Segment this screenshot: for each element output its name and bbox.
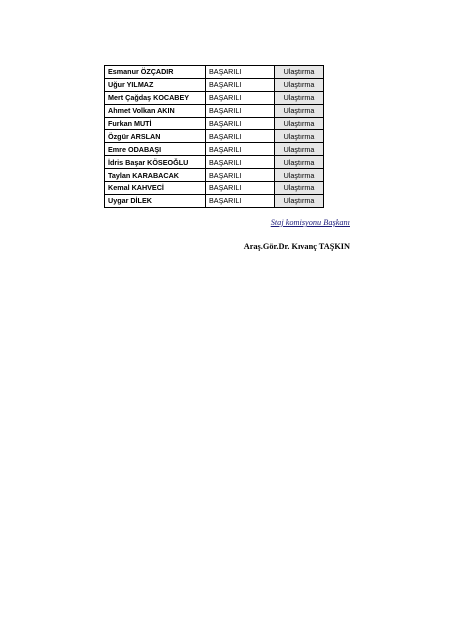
result-status: BAŞARILI — [206, 78, 275, 91]
department-cell: Ulaştırma — [275, 130, 324, 143]
table-row — [105, 91, 324, 104]
table-row — [105, 194, 324, 207]
table-row — [105, 156, 324, 169]
table-row — [105, 66, 324, 79]
results-table-body — [105, 66, 324, 208]
result-status: BAŞARILI — [206, 169, 275, 182]
student-name: Ahmet Volkan AKIN — [105, 104, 206, 117]
signature-title: Staj komisyonu Başkanı — [270, 218, 350, 227]
result-status: BAŞARILI — [206, 182, 275, 195]
student-name: Uygar DİLEK — [105, 194, 206, 207]
student-name: Taylan KARABACAK — [105, 169, 206, 182]
student-name: Özgür ARSLAN — [105, 130, 206, 143]
department-cell: Ulaştırma — [275, 91, 324, 104]
result-status: BAŞARILI — [206, 117, 275, 130]
department-cell: Ulaştırma — [275, 169, 324, 182]
table-row — [105, 117, 324, 130]
department-cell: Ulaştırma — [275, 143, 324, 156]
student-name: Uğur YILMAZ — [105, 78, 206, 91]
student-name: Furkan MUTİ — [105, 117, 206, 130]
student-name: Kemal KAHVECİ — [105, 182, 206, 195]
result-status: BAŞARILI — [206, 156, 275, 169]
student-name: Mert Çağdaş KOCABEY — [105, 91, 206, 104]
department-cell: Ulaştırma — [275, 78, 324, 91]
student-name: İdris Başar KÖSEOĞLU — [105, 156, 206, 169]
table-row — [105, 143, 324, 156]
table-row — [105, 104, 324, 117]
table-row — [105, 78, 324, 91]
department-cell: Ulaştırma — [275, 156, 324, 169]
table-row — [105, 130, 324, 143]
result-status: BAŞARILI — [206, 66, 275, 79]
department-cell: Ulaştırma — [275, 194, 324, 207]
department-cell: Ulaştırma — [275, 66, 324, 79]
result-status: BAŞARILI — [206, 143, 275, 156]
department-cell: Ulaştırma — [275, 182, 324, 195]
table-row — [105, 169, 324, 182]
result-status: BAŞARILI — [206, 194, 275, 207]
department-cell: Ulaştırma — [275, 104, 324, 117]
results-table — [104, 65, 324, 208]
table-row — [105, 182, 324, 195]
result-status: BAŞARILI — [206, 104, 275, 117]
student-name: Emre ODABAŞI — [105, 143, 206, 156]
result-status: BAŞARILI — [206, 91, 275, 104]
department-cell: Ulaştırma — [275, 117, 324, 130]
signature-name: Araş.Gör.Dr. Kıvanç TAŞKIN — [243, 242, 350, 251]
student-name: Esmanur ÖZÇADIR — [105, 66, 206, 79]
result-status: BAŞARILI — [206, 130, 275, 143]
